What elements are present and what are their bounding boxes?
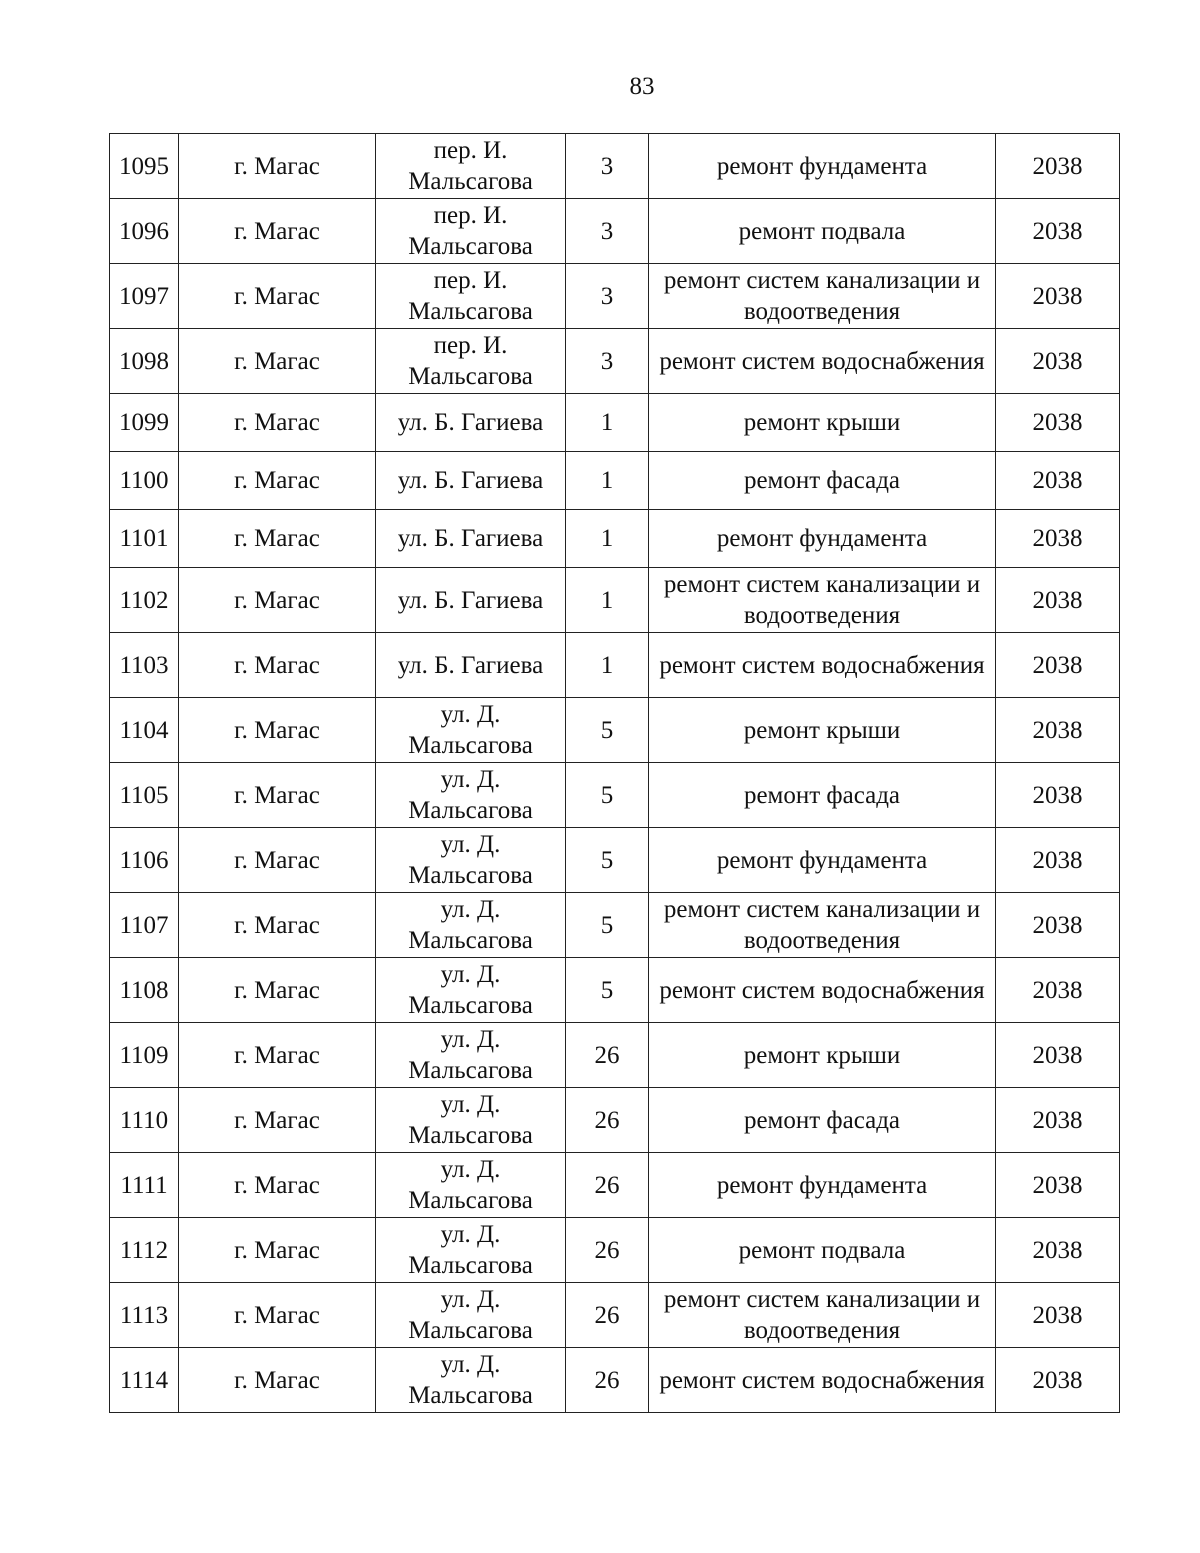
street-cell: ул. Д. Мальсагова bbox=[376, 1023, 566, 1088]
work-type-cell: ремонт крыши bbox=[649, 1023, 996, 1088]
street-cell: ул. Д. Мальсагова bbox=[376, 1153, 566, 1218]
row-number: 1104 bbox=[110, 698, 179, 763]
house-cell: 5 bbox=[566, 763, 649, 828]
city-cell: г. Магас bbox=[179, 329, 376, 394]
row-number: 1097 bbox=[110, 264, 179, 329]
row-number: 1113 bbox=[110, 1283, 179, 1348]
table-row bbox=[110, 828, 1120, 893]
house-cell: 1 bbox=[566, 568, 649, 633]
city-cell: г. Магас bbox=[179, 264, 376, 329]
table-row bbox=[110, 698, 1120, 763]
repair-schedule-table bbox=[109, 133, 1120, 1413]
year-cell: 2038 bbox=[996, 1348, 1120, 1413]
work-type-cell: ремонт подвала bbox=[649, 199, 996, 264]
street-cell: ул. Д. Мальсагова bbox=[376, 958, 566, 1023]
house-cell: 1 bbox=[566, 633, 649, 698]
work-type-cell: ремонт фундамента bbox=[649, 134, 996, 199]
house-cell: 26 bbox=[566, 1153, 649, 1218]
table-row bbox=[110, 199, 1120, 264]
work-type-cell: ремонт фасада bbox=[649, 1088, 996, 1153]
row-number: 1103 bbox=[110, 633, 179, 698]
city-cell: г. Магас bbox=[179, 1283, 376, 1348]
city-cell: г. Магас bbox=[179, 394, 376, 452]
city-cell: г. Магас bbox=[179, 452, 376, 510]
table-row bbox=[110, 633, 1120, 698]
house-cell: 1 bbox=[566, 394, 649, 452]
street-cell: ул. Б. Гагиева bbox=[376, 510, 566, 568]
row-number: 1112 bbox=[110, 1218, 179, 1283]
street-cell: ул. Б. Гагиева bbox=[376, 568, 566, 633]
table-row bbox=[110, 763, 1120, 828]
row-number: 1102 bbox=[110, 568, 179, 633]
house-cell: 5 bbox=[566, 893, 649, 958]
city-cell: г. Магас bbox=[179, 958, 376, 1023]
work-type-cell: ремонт фасада bbox=[649, 452, 996, 510]
house-cell: 5 bbox=[566, 828, 649, 893]
row-number: 1114 bbox=[110, 1348, 179, 1413]
work-type-cell: ремонт систем водоснабжения bbox=[649, 633, 996, 698]
row-number: 1105 bbox=[110, 763, 179, 828]
row-number: 1106 bbox=[110, 828, 179, 893]
table-row bbox=[110, 568, 1120, 633]
year-cell: 2038 bbox=[996, 394, 1120, 452]
street-cell: ул. Б. Гагиева bbox=[376, 633, 566, 698]
city-cell: г. Магас bbox=[179, 199, 376, 264]
work-type-cell: ремонт систем водоснабжения bbox=[649, 958, 996, 1023]
row-number: 1110 bbox=[110, 1088, 179, 1153]
year-cell: 2038 bbox=[996, 452, 1120, 510]
city-cell: г. Магас bbox=[179, 763, 376, 828]
house-cell: 26 bbox=[566, 1088, 649, 1153]
street-cell: пер. И. Мальсагова bbox=[376, 199, 566, 264]
work-type-cell: ремонт фасада bbox=[649, 763, 996, 828]
year-cell: 2038 bbox=[996, 199, 1120, 264]
year-cell: 2038 bbox=[996, 1218, 1120, 1283]
house-cell: 5 bbox=[566, 958, 649, 1023]
page-number: 83 bbox=[629, 73, 655, 100]
city-cell: г. Магас bbox=[179, 1153, 376, 1218]
work-type-cell: ремонт систем канализации и водоотведения bbox=[649, 893, 996, 958]
house-cell: 3 bbox=[566, 134, 649, 199]
year-cell: 2038 bbox=[996, 958, 1120, 1023]
year-cell: 2038 bbox=[996, 134, 1120, 199]
house-cell: 1 bbox=[566, 452, 649, 510]
house-cell: 26 bbox=[566, 1023, 649, 1088]
house-cell: 1 bbox=[566, 510, 649, 568]
city-cell: г. Магас bbox=[179, 510, 376, 568]
year-cell: 2038 bbox=[996, 1283, 1120, 1348]
row-number: 1099 bbox=[110, 394, 179, 452]
street-cell: ул. Д. Мальсагова bbox=[376, 1218, 566, 1283]
year-cell: 2038 bbox=[996, 264, 1120, 329]
work-type-cell: ремонт систем водоснабжения bbox=[649, 1348, 996, 1413]
year-cell: 2038 bbox=[996, 633, 1120, 698]
street-cell: ул. Б. Гагиева bbox=[376, 394, 566, 452]
city-cell: г. Магас bbox=[179, 698, 376, 763]
city-cell: г. Магас bbox=[179, 828, 376, 893]
year-cell: 2038 bbox=[996, 828, 1120, 893]
work-type-cell: ремонт систем канализации и водоотведения bbox=[649, 264, 996, 329]
street-cell: ул. Б. Гагиева bbox=[376, 452, 566, 510]
work-type-cell: ремонт фундамента bbox=[649, 510, 996, 568]
work-type-cell: ремонт систем водоснабжения bbox=[649, 329, 996, 394]
house-cell: 5 bbox=[566, 698, 649, 763]
table-row bbox=[110, 134, 1120, 199]
year-cell: 2038 bbox=[996, 893, 1120, 958]
house-cell: 3 bbox=[566, 264, 649, 329]
work-type-cell: ремонт подвала bbox=[649, 1218, 996, 1283]
city-cell: г. Магас bbox=[179, 1023, 376, 1088]
street-cell: ул. Д. Мальсагова bbox=[376, 893, 566, 958]
year-cell: 2038 bbox=[996, 1088, 1120, 1153]
table-row bbox=[110, 510, 1120, 568]
table-row bbox=[110, 1218, 1120, 1283]
house-cell: 3 bbox=[566, 329, 649, 394]
year-cell: 2038 bbox=[996, 568, 1120, 633]
row-number: 1109 bbox=[110, 1023, 179, 1088]
row-number: 1100 bbox=[110, 452, 179, 510]
city-cell: г. Магас bbox=[179, 1218, 376, 1283]
work-type-cell: ремонт систем канализации и водоотведения bbox=[649, 568, 996, 633]
street-cell: ул. Д. Мальсагова bbox=[376, 1283, 566, 1348]
year-cell: 2038 bbox=[996, 763, 1120, 828]
row-number: 1095 bbox=[110, 134, 179, 199]
year-cell: 2038 bbox=[996, 1023, 1120, 1088]
table-row bbox=[110, 958, 1120, 1023]
city-cell: г. Магас bbox=[179, 134, 376, 199]
street-cell: ул. Д. Мальсагова bbox=[376, 1088, 566, 1153]
city-cell: г. Магас bbox=[179, 1088, 376, 1153]
city-cell: г. Магас bbox=[179, 1348, 376, 1413]
street-cell: пер. И. Мальсагова bbox=[376, 329, 566, 394]
work-type-cell: ремонт фундамента bbox=[649, 1153, 996, 1218]
work-type-cell: ремонт фундамента bbox=[649, 828, 996, 893]
street-cell: ул. Д. Мальсагова bbox=[376, 698, 566, 763]
row-number: 1108 bbox=[110, 958, 179, 1023]
table-row bbox=[110, 1283, 1120, 1348]
work-type-cell: ремонт крыши bbox=[649, 698, 996, 763]
table-row bbox=[110, 1153, 1120, 1218]
table-row bbox=[110, 1088, 1120, 1153]
city-cell: г. Магас bbox=[179, 568, 376, 633]
street-cell: пер. И. Мальсагова bbox=[376, 134, 566, 199]
house-cell: 3 bbox=[566, 199, 649, 264]
work-type-cell: ремонт крыши bbox=[649, 394, 996, 452]
row-number: 1098 bbox=[110, 329, 179, 394]
city-cell: г. Магас bbox=[179, 633, 376, 698]
house-cell: 26 bbox=[566, 1348, 649, 1413]
street-cell: ул. Д. Мальсагова bbox=[376, 1348, 566, 1413]
work-type-cell: ремонт систем канализации и водоотведения bbox=[649, 1283, 996, 1348]
table-row bbox=[110, 1023, 1120, 1088]
row-number: 1096 bbox=[110, 199, 179, 264]
table-row bbox=[110, 452, 1120, 510]
year-cell: 2038 bbox=[996, 329, 1120, 394]
table-row bbox=[110, 264, 1120, 329]
table-row bbox=[110, 893, 1120, 958]
year-cell: 2038 bbox=[996, 510, 1120, 568]
city-cell: г. Магас bbox=[179, 893, 376, 958]
table-row bbox=[110, 329, 1120, 394]
house-cell: 26 bbox=[566, 1283, 649, 1348]
year-cell: 2038 bbox=[996, 1153, 1120, 1218]
year-cell: 2038 bbox=[996, 698, 1120, 763]
row-number: 1101 bbox=[110, 510, 179, 568]
street-cell: пер. И. Мальсагова bbox=[376, 264, 566, 329]
table-row bbox=[110, 394, 1120, 452]
table-row bbox=[110, 1348, 1120, 1413]
street-cell: ул. Д. Мальсагова bbox=[376, 763, 566, 828]
row-number: 1111 bbox=[110, 1153, 179, 1218]
row-number: 1107 bbox=[110, 893, 179, 958]
street-cell: ул. Д. Мальсагова bbox=[376, 828, 566, 893]
house-cell: 26 bbox=[566, 1218, 649, 1283]
